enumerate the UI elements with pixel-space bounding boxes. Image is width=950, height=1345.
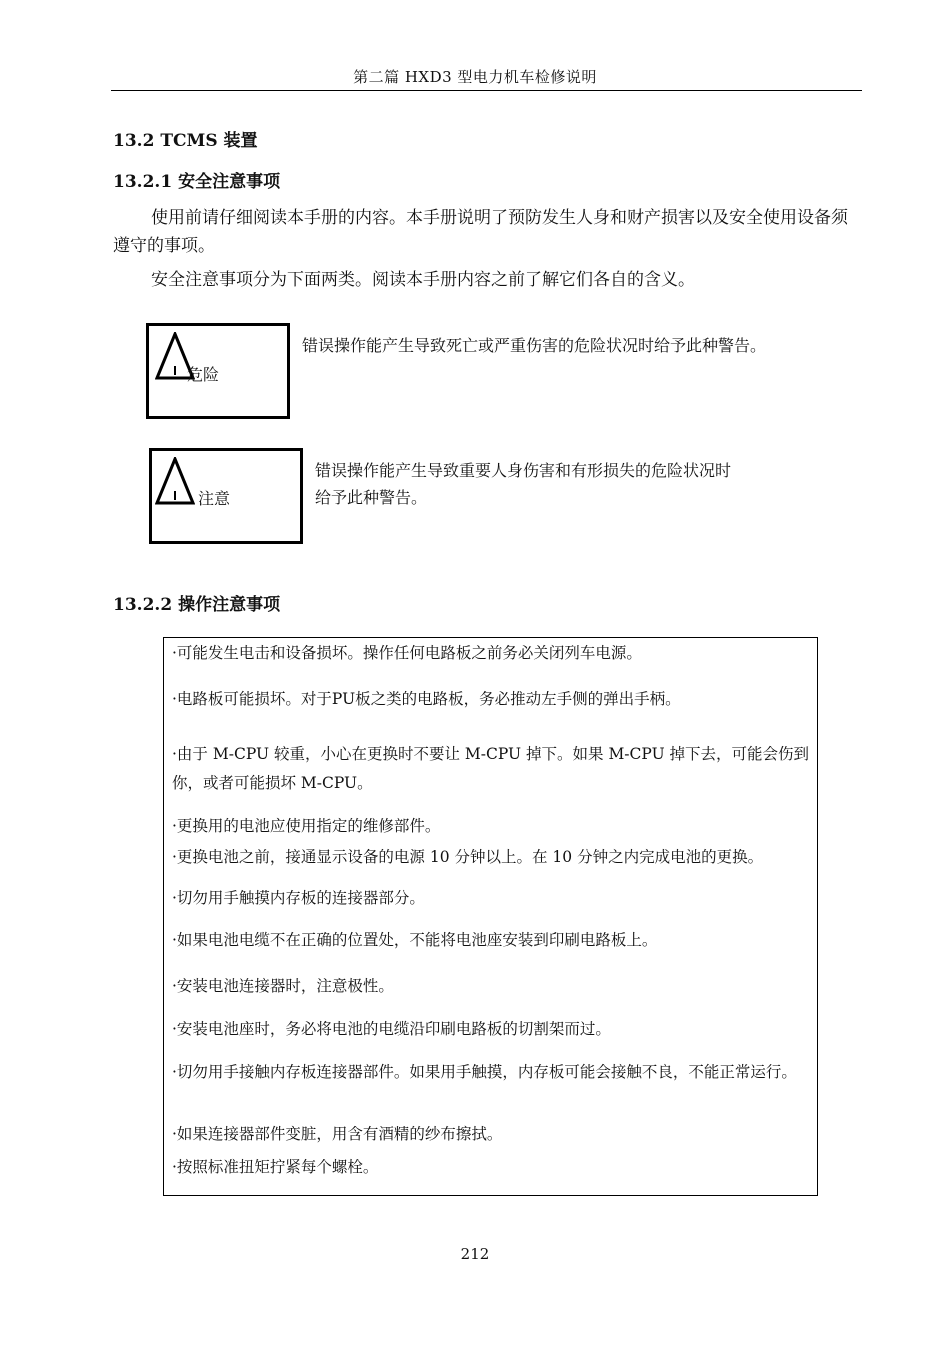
caution-description-line2: 给予此种警告。 [315, 488, 428, 507]
subsection-heading-safety: 13.2.1 安全注意事项 [113, 172, 281, 192]
note-item: ·切勿用手接触内存板连接器部件。如果用手触摸，内存板可能会接触不良，不能正常运行。 [172, 1063, 797, 1081]
categories-paragraph: 安全注意事项分为下面两类。阅读本手册内容之前了解它们各自的含义。 [151, 270, 695, 290]
section-heading: 13.2 TCMS 装置 [113, 131, 258, 151]
note-item: ·如果电池电缆不在正确的位置处，不能将电池座安装到印刷电路板上。 [172, 931, 658, 949]
note-item: ·更换电池之前，接通显示设备的电源 10 分钟以上。在 10 分钟之内完成电池的更换。 [172, 848, 764, 866]
caution-description-line1: 错误操作能产生导致重要人身伤害和有形损失的危险状况时 [315, 461, 732, 480]
operation-notes-box [163, 637, 818, 1196]
caution-warning-box [149, 448, 303, 544]
note-item: ·安装电池连接器时，注意极性。 [172, 977, 394, 995]
note-item: ·如果连接器部件变脏，用含有酒精的纱布擦拭。 [172, 1125, 503, 1143]
note-item: ·电路板可能损坏。对于PU板之类的电路板，务必推动左手侧的弹出手柄。 [172, 690, 681, 708]
note-item: ·按照标准扭矩拧紧每个螺栓。 [172, 1158, 379, 1176]
page-number: 212 [460, 1245, 490, 1263]
warning-triangle-icon [155, 457, 195, 505]
subsection-heading-operation: 13.2.2 操作注意事项 [113, 595, 281, 615]
caution-description [315, 457, 835, 511]
note-item: ·安装电池座时，务必将电池的电缆沿印刷电路板的切割架而过。 [172, 1020, 611, 1038]
intro-paragraph: 使用前请仔细阅读本手册的内容。本手册说明了预防发生人身和财产损害以及安全使用设备须遵守的事项。 [113, 208, 848, 256]
note-item: ·由于 M-CPU 较重，小心在更换时不要让 M-CPU 掉下。如果 M-CPU 掉下去，可能会伤到你，或者可能损坏 M-CPU。 [172, 745, 810, 792]
note-item: ·切勿用手触摸内存板的连接器部分。 [172, 889, 425, 907]
note-item: ·更换用的电池应使用指定的维修部件。 [172, 817, 441, 835]
running-header: 第二篇 HXD3 型电力机车检修说明 [353, 68, 597, 86]
note-item: ·可能发生电击和设备损坏。操作任何电路板之前务必关闭列车电源。 [172, 644, 642, 662]
danger-description: 错误操作能产生导致死亡或严重伤害的危险状况时给予此种警告。 [302, 336, 767, 355]
header-rule [111, 90, 862, 91]
danger-warning-box [146, 323, 290, 419]
caution-label: 注意 [198, 489, 231, 508]
danger-label: 危险 [187, 365, 220, 384]
